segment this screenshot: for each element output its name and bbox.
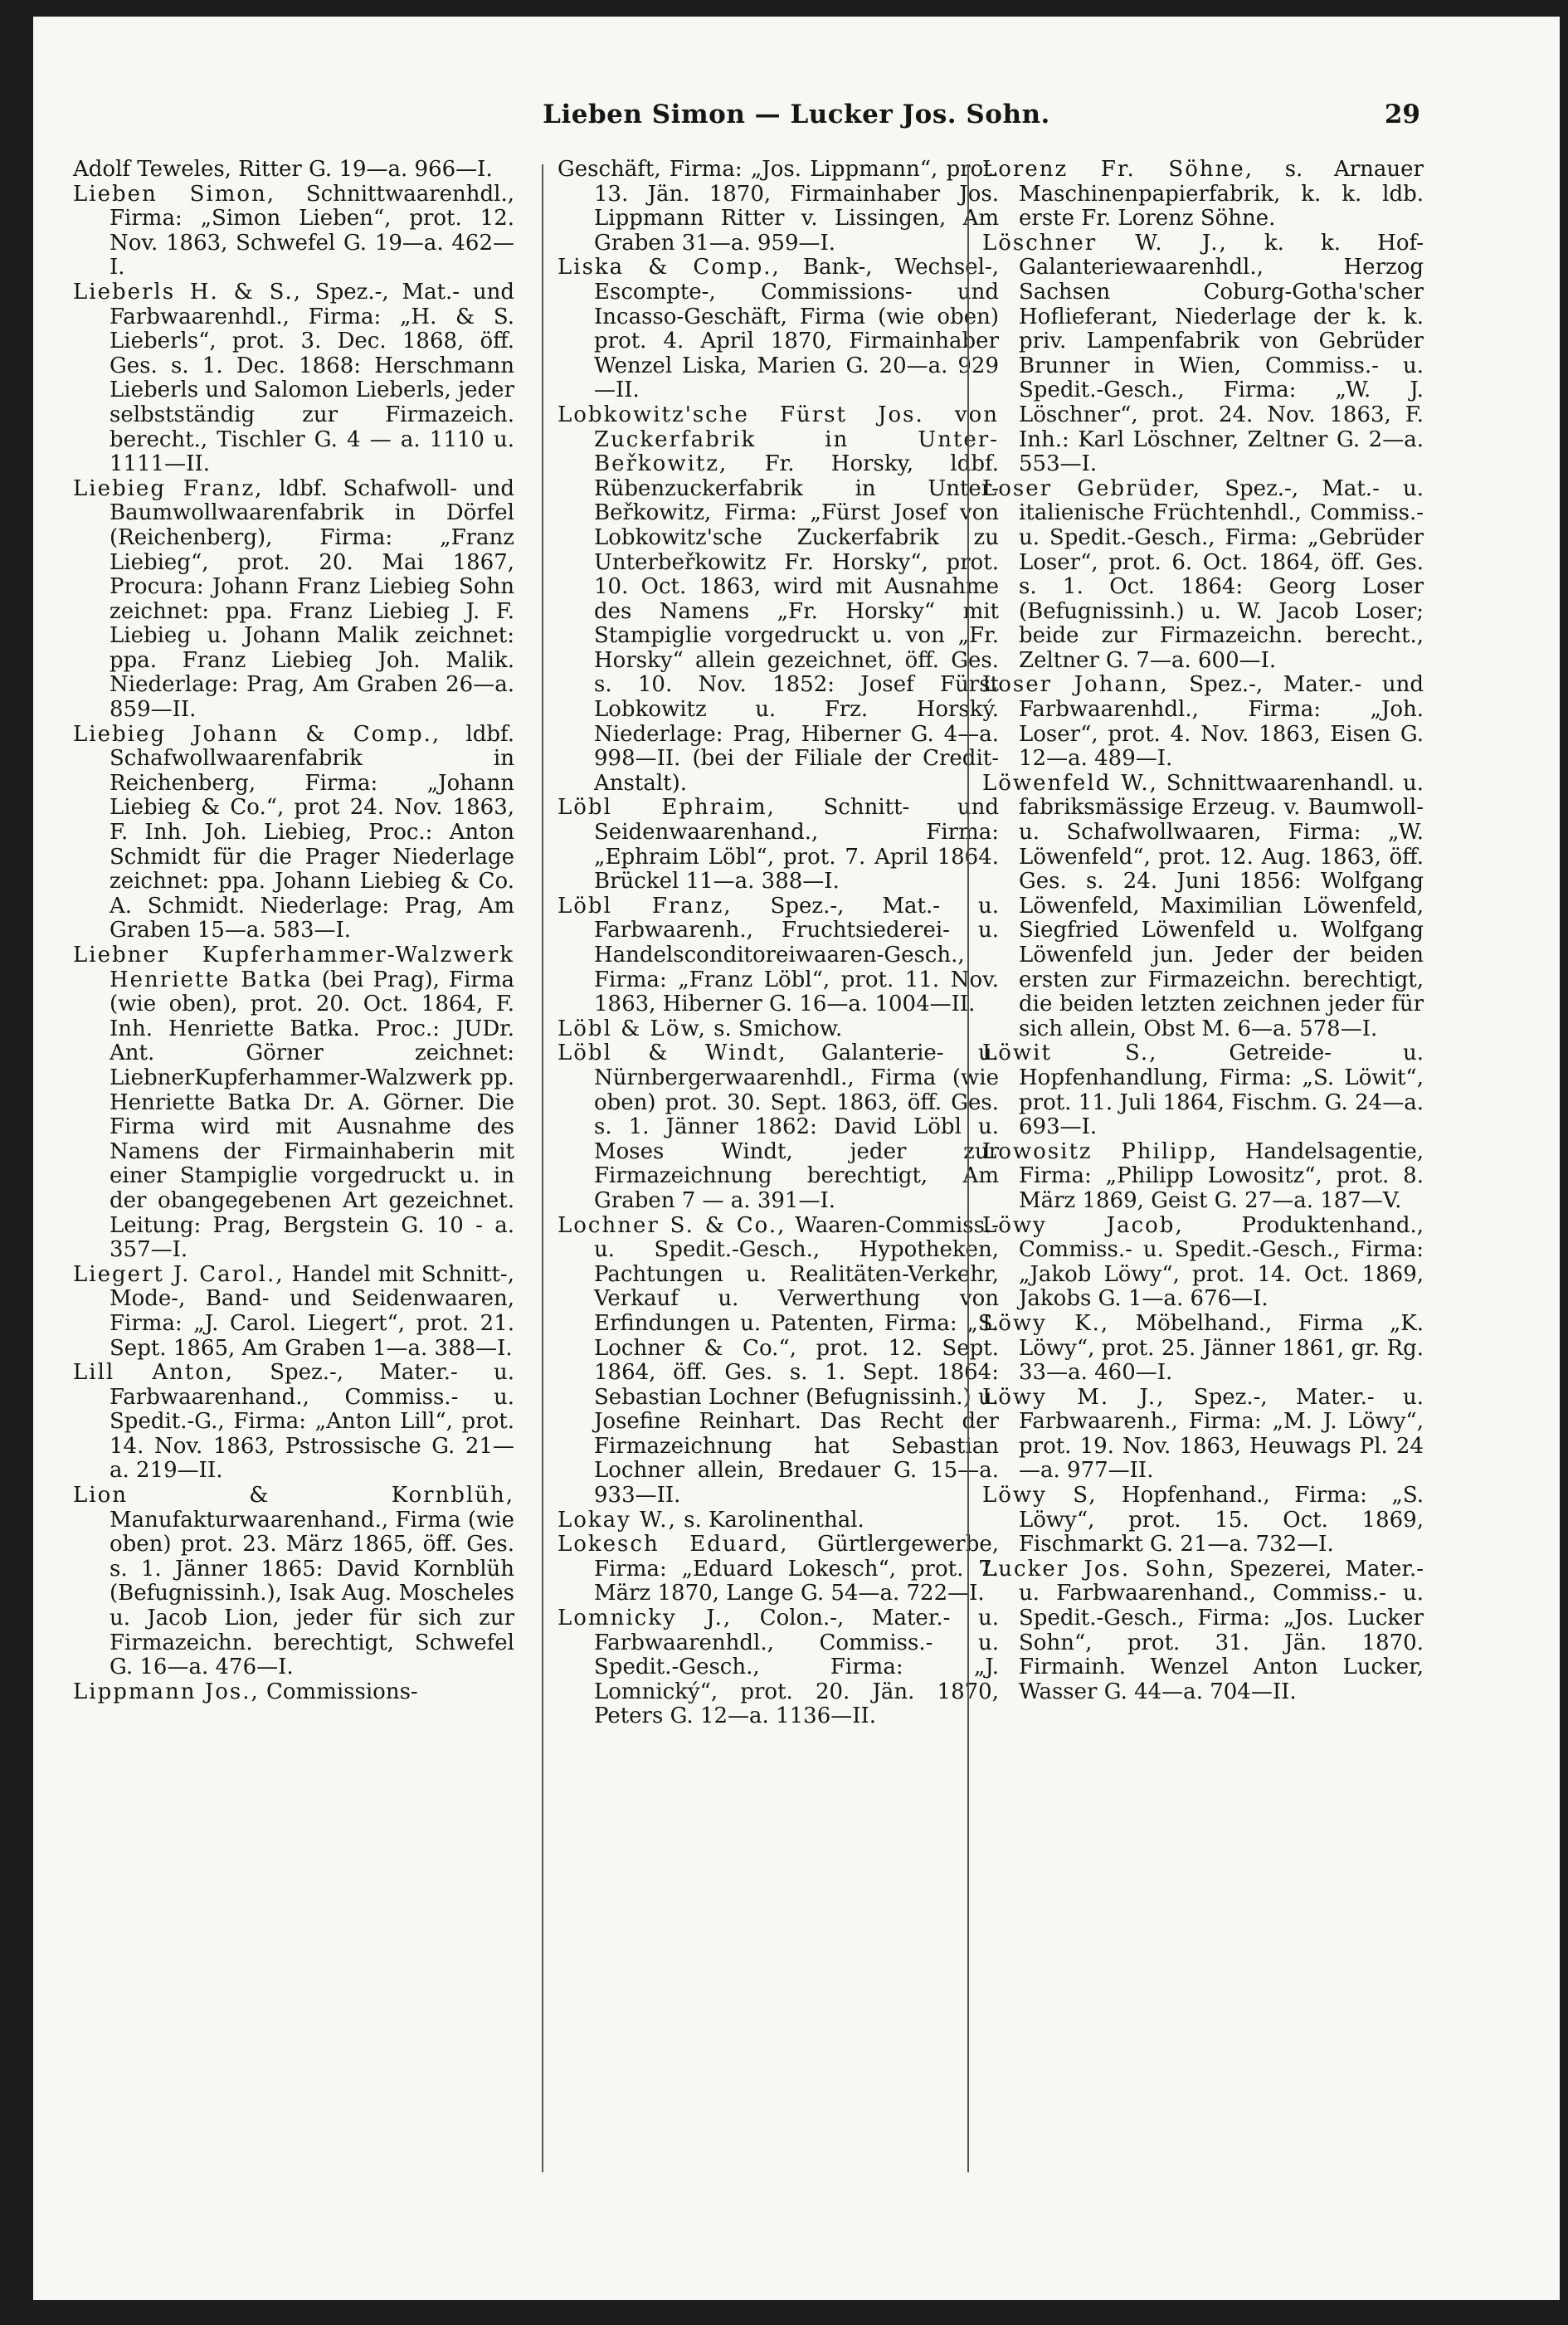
entry-name: Loser Johann, xyxy=(982,672,1169,698)
entry-text: Spez.-, Mater.- und Farbwaarenhdl., Firma: „Joh. Loser“, prot. 4. Nov. 1863, Eisen G. 12—a. 489—I. xyxy=(1019,672,1424,772)
directory-entry xyxy=(982,1041,1424,1139)
entry-text: Schnittwaarenhdl., Firma: „Simon Lieben“, prot. 12. Nov. 1863, Schwefel G. 19—a. 462—I. xyxy=(110,181,514,280)
running-header: Lieben Simon — Lucker Jos. Sohn. xyxy=(543,100,1050,129)
directory-entry xyxy=(558,1509,999,1533)
entry-text: (bei Prag), Firma (wie oben), prot. 20. Oct. 1864, F. Inh. Henriette Batka. Proc.: JUDr. Ant. Görner zeichnet: LiebnerKupferhammer-Walzwerk pp. Henriette Batka Dr. A. Görner. Die Firma wird mit Ausnahme des Namens der Firmainhaberin mit einer Stampiglie vorgedruckt u. in der obangegebenen Art gezeichnet. Leitung: Prag, Bergstein G. 10 - a. 357—I. xyxy=(110,967,514,1263)
entry-name: Lippmann Jos., xyxy=(73,1679,260,1704)
entry-name: Liebieg Johann & Comp., xyxy=(73,721,441,747)
entry-name: Löbl & Windt, xyxy=(558,1041,787,1066)
entry-text: Spez.-, Mat.- u. italienische Früchtenhdl., Commiss.- u. Spedit.-Gesch., Firma: „Gebrüder Loser“, prot. 6. Oct. 1864, öff. Ges. s. 1. Oct. 1864: Georg Loser (Befugnissinh.) u. W. Jacob Loser; beide zur Firmazeichn. berecht., Zeltner G. 7—a. 600—I. xyxy=(1019,475,1424,673)
directory-entry xyxy=(73,183,514,280)
entry-name: Liebner Kupferhammer-Walzwerk Henriette Batka xyxy=(73,943,514,992)
directory-entry xyxy=(73,1263,514,1361)
directory-entry xyxy=(73,723,514,943)
directory-entry xyxy=(982,1484,1424,1557)
entry-text: Galanterie- u. Nürnbergerwaarenhdl., Firma (wie oben) prot. 30. Sept. 1863, öff. Ges. s. 1. Jänner 1862: David Löbl u. Moses Windt, jeder zur Firmazeichnung berechtigt, Am Graben 7 — a. 391—I. xyxy=(594,1041,1000,1213)
entry-name: Löwit S., xyxy=(982,1041,1158,1066)
entry-text: Adolf Teweles, Ritter G. 19—a. 966—I. xyxy=(73,157,493,182)
entry-name: Lill Anton, xyxy=(73,1360,235,1386)
entry-name: Löschner W. J., xyxy=(982,230,1228,256)
entry-text: Waaren-Commiss.- u. Spedit.-Gesch., Hypotheken, Pachtungen u. Realitäten-Verkehr, Verkauf u. Verwerthung von Erfindungen u. Patenten, Firma: „S. Lochner & Co.“, prot. 12. Sept. 1864, öff. Ges. s. 1. Sept. 1864: Sebastian Lochner (Befugnissinh.) u. Josefine Reinhart. Das Recht der Firmazeichnung hat Sebastian Lochner allein, Bredauer G. 15—a. 933—II. xyxy=(594,1212,1000,1509)
directory-page xyxy=(33,17,1560,2300)
directory-entry xyxy=(558,1606,999,1729)
entry-text: Schnitt- und Seidenwaarenhand., Firma: „Ephraim Löbl“, prot. 7. April 1864. Brückel 11—a. 388—I. xyxy=(594,795,999,894)
entry-name: Lobkowitz'sche Fürst Jos. von Zuckerfabrik in Unter-Beřkowitz, xyxy=(558,402,999,477)
directory-entry xyxy=(558,1041,999,1213)
directory-entry xyxy=(73,158,514,183)
entry-name: Liska & Comp., xyxy=(558,255,781,280)
entry-name: Löwy S, xyxy=(982,1483,1098,1509)
entry-text: Colon.-, Mater.- u. Farbwaarenhdl., Commiss.- u. Spedit.-Gesch., Firma: „J. Lomnický“, prot. 20. Jän. 1870, Peters G. 12—a. 1136—II. xyxy=(594,1606,999,1729)
directory-entry xyxy=(558,256,999,403)
entry-text: Produktenhand., Commiss.- u. Spedit.-Gesch., Firma: „Jakob Löwy“, prot. 14. Oct. 1869, Jakobs G. 1—a. 676—I. xyxy=(1019,1212,1424,1312)
entry-text: Handelsagentie, Firma: „Philipp Lowositz“, prot. 8. März 1869, Geist G. 27—a. 187—V. xyxy=(1019,1138,1424,1213)
entry-name: Lieben Simon, xyxy=(73,181,276,207)
directory-entry xyxy=(73,477,514,723)
entry-name: Löbl & Löw, xyxy=(558,1016,707,1041)
directory-entry xyxy=(73,280,514,477)
entry-text: ldbf. Schafwollwaarenfabrik in Reichenberg, Firma: „Johann Liebieg & Co.“, prot 24. Nov. 1863, F. Inh. Joh. Liebieg, Proc.: Anton Schmidt für die Prager Niederlage zeichnet: ppa. Johann Liebieg & Co. A. Schmidt. Niederlage: Prag, Am Graben 15—a. 583—I. xyxy=(110,721,514,943)
directory-entry xyxy=(558,796,999,894)
entry-name: Lion & Kornblüh, xyxy=(73,1483,514,1509)
entry-text: Commissions- xyxy=(259,1679,418,1704)
directory-entry xyxy=(558,894,999,1017)
entry-name: Löwy K., xyxy=(982,1310,1110,1336)
entry-name: Liegert J. Carol., xyxy=(73,1261,285,1287)
entry-text: s. Karolinenthal. xyxy=(676,1507,864,1533)
entry-text: Spez.-, Mater.- u. Farbwaarenh., Firma: „M. J. Löwy“, prot. 19. Nov. 1863, Heuwags Pl. 24—a. 977—II. xyxy=(1019,1384,1424,1484)
directory-entry xyxy=(558,1214,999,1509)
entry-name: Lokay W., xyxy=(558,1507,677,1533)
directory-entry xyxy=(558,158,999,256)
directory-entry xyxy=(73,1484,514,1680)
directory-entry xyxy=(73,1361,514,1484)
directory-entry xyxy=(982,673,1424,771)
entry-text: k. k. Hof-Galanteriewaarenhdl., Herzog Sachsen Coburg-Gotha'scher Hoflieferant, Niederlage der k. k. priv. Lampenfabrik von Gebrüder Brunner in Wien, Commiss.- u. Spedit.-Gesch., Firma: „W. J. Löschner“, prot. 24. Nov. 1863, F. Inh.: Karl Löschner, Zeltner G. 2—a. 553—I. xyxy=(1019,230,1424,477)
directory-entry xyxy=(982,1386,1424,1484)
directory-entry xyxy=(558,1017,999,1042)
directory-entry xyxy=(982,1312,1424,1386)
entry-name: Lucker Jos. Sohn, xyxy=(982,1556,1216,1582)
entry-name: Lieberls H. & S., xyxy=(73,279,302,305)
entry-text: Manufakturwaarenhand., Firma (wie oben) prot. 23. März 1865, öff. Ges. s. 1. Jänner 1865: David Kornblüh (Befugnissinh.), Isak Aug. Moscheles u. Jacob Lion, jeder für sich zur Firmazeichn. berechtigt, Schwefel G. 16—a. 476—I. xyxy=(110,1507,514,1680)
entry-text: s. Arnauer Maschinenpapierfabrik, k. k. ldb. erste Fr. Lorenz Söhne. xyxy=(1019,157,1424,232)
entry-name: Lowositz Philipp, xyxy=(982,1138,1219,1164)
entry-name: Liebieg Franz, xyxy=(73,475,264,501)
column-divider xyxy=(542,164,543,2172)
entry-text: Getreide- u. Hopfenhandlung, Firma: „S. Löwit“, prot. 11. Juli 1864, Fischm. G. 24—a. 693—I. xyxy=(1019,1041,1424,1140)
entry-name: Lochner S. & Co., xyxy=(558,1212,786,1238)
entry-text: Bank-, Wechsel-, Escompte-, Commissions- und Incasso-Geschäft, Firma (wie oben) prot. 4. April 1870, Firmainhaber Wenzel Liska, Marien G. 20—a. 929—II. xyxy=(594,255,999,403)
column-3 xyxy=(982,158,1424,1704)
directory-entry xyxy=(982,1214,1424,1312)
entry-text: Spezerei, Mater.- u. Farbwaarenhand., Commiss.- u. Spedit.-Gesch., Firma: „Jos. Lucker Sohn“, prot. 31. Jän. 1870. Firmainh. Wenzel Anton Lucker, Wasser G. 44—a. 704—II. xyxy=(1019,1556,1424,1704)
column-2 xyxy=(558,158,999,1729)
entry-name: Löwy Jacob, xyxy=(982,1212,1184,1238)
entry-text: Geschäft, Firma: „Jos. Lippmann“, prot. 13. Jän. 1870, Firmainhaber Jos. Lippmann Ritter v. Lissingen, Am Graben 31—a. 959—I. xyxy=(558,157,999,256)
entry-text: ldbf. Schafwoll- und Baumwollwaarenfabrik in Dörfel (Reichenberg), Firma: „Franz Liebieg“, prot. 20. Mai 1867, Procura: Johann Franz Liebieg Sohn zeichnet: ppa. Franz Liebieg J. F. Liebieg u. Johann Malik zeichnet: ppa. Franz Liebieg Joh. Malik. Niederlage: Prag, Am Graben 26—a. 859—II. xyxy=(110,475,515,723)
directory-entry xyxy=(982,232,1424,477)
entry-text: s. Smichow. xyxy=(706,1016,843,1041)
directory-entry xyxy=(558,1533,999,1606)
entry-name: Löbl Franz, xyxy=(558,893,733,919)
entry-text: Schnittwaarenhandl. u. fabriksmässige Erzeug. v. Baumwoll- u. Schafwollwaaren, Firma: „W. Löwenfeld“, prot. 12. Aug. 1863, öff. Ges. s. 24. Juni 1856: Wolfgang Löwenfeld, Maximilian Löwenfeld, Siegfried Löwenfeld u. Wolfgang Löwenfeld jun. Jeder der beiden ersten zur Firmazeichn. berechtigt, die beiden letzten zeichnen jeder für sich allein, Obst M. 6—a. 578—I. xyxy=(1019,770,1424,1041)
column-divider xyxy=(967,164,969,2172)
directory-entry xyxy=(982,477,1424,674)
directory-entry xyxy=(982,158,1424,232)
directory-entry xyxy=(73,1680,514,1705)
directory-entry xyxy=(558,403,999,797)
directory-entry xyxy=(982,1557,1424,1705)
entry-text: Handel mit Schnitt-, Mode-, Band- und Seidenwaaren, Firma: „J. Carol. Liegert“, prot. 21. Sept. 1865, Am Graben 1—a. 388—I. xyxy=(110,1261,514,1361)
entry-text: Gürtlergewerbe, Firma: „Eduard Lokesch“, prot. 7. März 1870, Lange G. 54—a. 722—I. xyxy=(594,1532,999,1606)
entry-name: Löbl Ephraim, xyxy=(558,795,776,821)
directory-entry xyxy=(73,943,514,1263)
entry-name: Loser Gebrüder, xyxy=(982,475,1202,501)
column-1 xyxy=(73,158,514,1704)
entry-text: Spez.-, Mat.- u. Farbwaarenh., Fruchtsiederei- u. Handelsconditoreiwaaren-Gesch., Firma: „Franz Löbl“, prot. 11. Nov. 1863, Hiberner G. 16—a. 1004—II. xyxy=(594,893,999,1017)
entry-name: Löwy M. J., xyxy=(982,1384,1166,1410)
directory-entry xyxy=(982,1140,1424,1214)
entry-text: Spez.-, Mat.- und Farbwaarenhdl., Firma: „H. & S. Lieberls“, prot. 3. Dec. 1868, öff. Ges. s. 1. Dec. 1868: Herschmann Lieberls und Salomon Lieberls, jeder selbstständig zur Firmazeich. berecht., Tischler G. 4 — a. 1110 u. 1111—II. xyxy=(110,279,514,477)
entry-name: Löwenfeld W., xyxy=(982,770,1158,796)
entry-text: Hopfenhand., Firma: „S. Löwy“, prot. 15. Oct. 1869, Fischmarkt G. 21—a. 732—I. xyxy=(1019,1483,1424,1557)
entry-text: Möbelhand., Firma „K. Löwy“, prot. 25. Jänner 1861, gr. Rg. 33—a. 460—I. xyxy=(1019,1310,1424,1386)
entry-text: Spez.-, Mater.- u. Farbwaarenhand., Commiss.- u. Spedit.-G., Firma: „Anton Lill“, prot. 14. Nov. 1863, Pstrossische G. 21—a. 219—II. xyxy=(110,1360,514,1484)
directory-entry xyxy=(982,772,1424,1042)
entry-name: Lomnicky J., xyxy=(558,1606,733,1631)
page-number: 29 xyxy=(1384,100,1420,129)
entry-text: Fr. Horsky, ldbf. Rübenzuckerfabrik in Unter-Beřkowitz, Firma: „Fürst Josef von Lobkowitz'sche Zuckerfabrik zu Unterbeřkowitz Fr. Horsky“, prot. 10. Oct. 1863, wird mit Ausnahme des Namens „Fr. Horsky“ mit Stampiglie vorgedruckt u. von „Fr. Horsky“ allein gezeichnet, öff. Ges. s. 10. Nov. 1852: Josef Fürst Lobkowitz u. Frz. Horský. Niederlage: Prag, Hiberner G. 4—a. 998—II. (bei der Filiale der Credit-Anstalt). xyxy=(594,451,999,796)
entry-name: Lokesch Eduard, xyxy=(558,1532,789,1557)
entry-name: Lorenz Fr. Söhne, xyxy=(982,157,1254,182)
